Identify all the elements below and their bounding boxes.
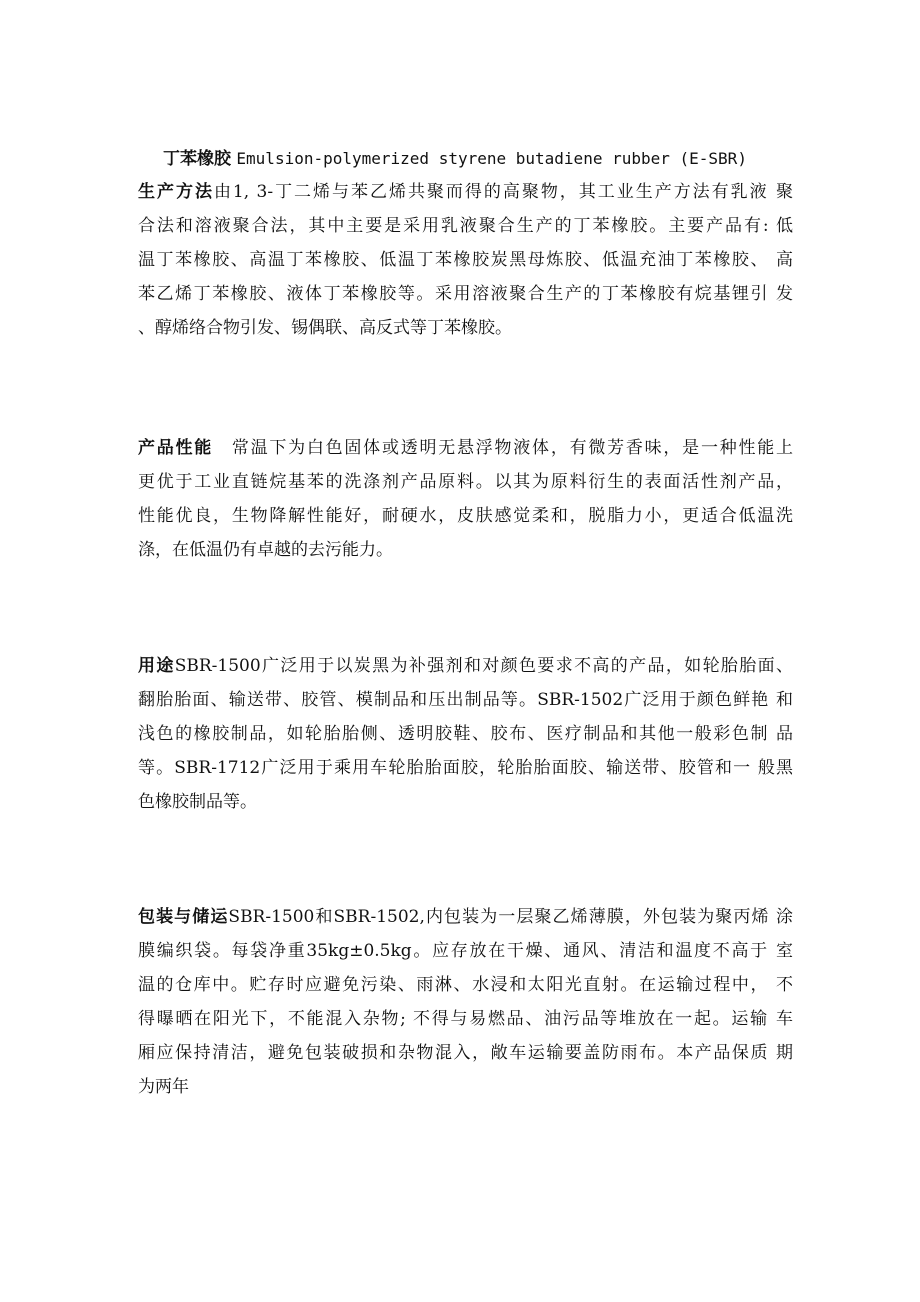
paragraph-line: 更优于工业直链烷基苯的洗涤剂产品原料。以其为原料衍生的表面活性剂产品， [138,472,793,492]
paragraph-text: 常温下为白色固体或透明无悬浮物液体，有微芳香味，是一种性能上 [213,438,793,458]
paragraph-line [138,649,793,683]
title-english: Emulsion-polymerized styrene butadiene rubber (E-SBR) [236,149,747,168]
section-label: 产品性能 [138,438,214,458]
paragraph-line: 温的仓库中。贮存时应避免污染、雨淋、水浸和太阳光直射。在运输过程中， 不 [138,975,793,995]
paragraph-line: 涤，在低温仍有卓越的去污能力。 [138,540,393,560]
section-label: 用途 [138,656,175,676]
paragraph-line: 得曝晒在阳光下，不能混入杂物; 不得与易燃品、油污品等堆放在一起。运输 车 [138,1009,793,1029]
paragraph-line: 、醇烯络合物引发、锡偶联、高反式等丁苯橡胶。 [138,318,512,338]
paragraph-line [138,431,793,465]
title-chinese: 丁苯橡胶 [163,149,231,169]
paragraph-line: 色橡胶制品等。 [138,792,257,812]
paragraph-line: 膜编织袋。每袋净重35kg±0.5kg。应存放在干燥、通风、清洁和温度不高于 室 [138,941,793,961]
section-product-properties [138,431,793,567]
paragraph-line: 苯乙烯丁苯橡胶、液体丁苯橡胶等。采用溶液聚合生产的丁苯橡胶有烷基锂引 发 [138,284,793,304]
paragraph-line: 为两年 [138,1077,189,1097]
paragraph-line [138,175,793,209]
paragraph-line: 温丁苯橡胶、高温丁苯橡胶、低温丁苯橡胶炭黑母炼胶、低温充油丁苯橡胶、 高 [138,250,793,270]
paragraph-text: 由1, 3-丁二烯与苯乙烯共聚而得的高聚物，其工业生产方法有乳液 聚 [213,182,793,202]
paragraph-line: 性能优良，生物降解性能好，耐硬水，皮肤感觉柔和，脱脂力小，更适合低温洗 [138,506,793,526]
paragraph-line: 合法和溶液聚合法，其中主要是采用乳液聚合生产的丁苯橡胶。主要产品有: 低 [138,216,793,236]
section-production-method [138,175,793,345]
section-label: 生产方法 [138,182,214,202]
paragraph-line: 浅色的橡胶制品，如轮胎胎侧、透明胶鞋、胶布、医疗制品和其他一般彩色制 品 [138,724,793,744]
document-title [163,146,747,172]
paragraph-text: SBR-1500和SBR-1502,内包装为一层聚乙烯薄膜，外包装为聚丙烯 涂 [228,907,793,927]
paragraph-text: SBR-1500广泛用于以炭黑为补强剂和对颜色要求不高的产品，如轮胎胎面、 [174,656,793,676]
paragraph-line: 等。SBR-1712广泛用于乘用车轮胎胎面胶，轮胎胎面胶、输送带、胶管和一 般黑 [138,758,793,778]
section-label: 包装与储运 [138,907,229,927]
section-packaging-storage [138,900,793,1104]
paragraph-line: 厢应保持清洁，避免包装破损和杂物混入，敞车运输要盖防雨布。本产品保质 期 [138,1043,793,1063]
paragraph-line: 翻胎胎面、输送带、胶管、模制品和压出制品等。SBR-1502广泛用于颜色鲜艳 和 [138,690,793,710]
paragraph-line [138,900,793,934]
section-uses [138,649,793,819]
